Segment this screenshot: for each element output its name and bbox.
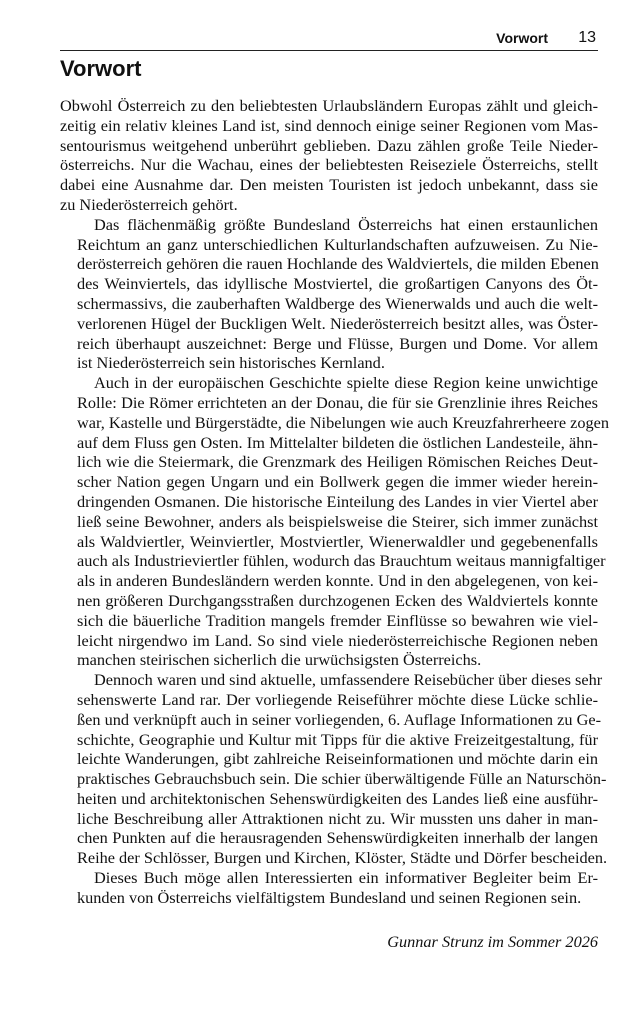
text-line: österreichs. Nur die Wachau, eines der beliebtesten Reiseziele Österreichs, stellt — [60, 155, 598, 175]
text-line: des Weinviertels, das idyllische Mostviertel, die großartigen Canyons des Öt- — [77, 274, 598, 294]
text-line: liche Beschreibung aller Attraktionen nicht zu. Wir mussten uns daher in man- — [77, 808, 598, 828]
text-line: Das flächenmäßig größte Bundesland Österreichs hat einen erstaunlichen — [94, 214, 598, 234]
text-line: zeitig ein relativ kleines Land ist, sind dennoch einige seiner Regionen vom Mas- — [60, 115, 598, 135]
paragraph — [60, 96, 598, 215]
text-line: dringenden Osmanen. Die historische Einteilung des Landes in vier Viertel aber — [77, 491, 598, 511]
text-line: scher Nation gegen Ungarn und ein Bollwerk gegen die immer wieder herein- — [77, 472, 598, 492]
text-line: Dieses Buch möge allen Interessierten ein informativer Begleiter beim Er- — [94, 868, 598, 888]
text-line: sich die bäuerliche Tradition mangels fremder Einflüsse so bewahren wie viel- — [77, 610, 598, 630]
text-line: Obwohl Österreich zu den beliebtesten Urlaubsländern Europas zählt und gleich- — [60, 96, 598, 115]
text-line: auch als Industrieviertler fühlen, wodurch das Brauchtum weitaus mannigfaltiger — [77, 551, 606, 571]
author-signature: Gunnar Strunz im Sommer 2026 — [387, 932, 598, 951]
text-line: ist Niederösterreich sein historisches Kernland. — [77, 353, 385, 373]
text-line: schermassivs, die zauberhaften Waldberge des Wienerwalds und auch die welt- — [77, 293, 598, 313]
text-line: lich wie die Steiermark, die Grenzmark des Heiligen Römischen Reiches Deut- — [77, 452, 598, 472]
text-line: dabei eine Ausnahme dar. Den meisten Touristen ist jedoch unbekannt, dass sie — [60, 175, 598, 195]
text-line: chen Punkten auf die herausragenden Sehenswürdigkeiten innerhalb der langen — [77, 828, 598, 848]
body-text — [60, 96, 610, 908]
text-line: Reihe der Schlösser, Burgen und Kirchen, Klöster, Städte und Dörfer bescheiden. — [77, 848, 608, 868]
text-line: reich überhaupt auszeichnet: Berge und Flüsse, Burgen und Dome. Vor allem — [77, 333, 598, 353]
text-line: sehenswerte Land rar. Der vorliegende Reiseführer möchte diese Lücke schlie- — [77, 689, 598, 709]
text-line: ließ seine Bewohner, anders als beispielsweise die Steirer, sich immer zunächst — [77, 511, 598, 531]
text-line: Reichtum an ganz unterschiedlichen Kulturlandschaften aufzuweisen. Zu Nie- — [77, 234, 598, 254]
text-line: war, Kastelle und Bürgerstädte, die Nibelungen wie auch Kreuzfahrerheere zogen — [77, 412, 610, 432]
text-line: schichte, Geographie und Kultur mit Tipps für die aktive Freizeitgestaltung, für — [77, 729, 598, 749]
text-line: praktisches Gebrauchsbuch sein. Die schier überwältigende Fülle an Naturschön- — [77, 769, 607, 789]
text-line: verlorenen Hügel der Buckligen Welt. Niederösterreich besitzt alles, was Öster- — [77, 313, 598, 333]
text-line: heiten und architektonischen Sehenswürdigkeiten des Landes ließ eine ausführ- — [77, 788, 598, 808]
running-header — [60, 28, 598, 51]
paragraph — [60, 215, 598, 373]
text-line: zu Niederösterreich gehört. — [60, 194, 238, 214]
text-line: kunden von Österreichs vielfältigstem Bundesland und seinen Regionen sein. — [77, 887, 582, 907]
page-number: 13 — [578, 29, 596, 46]
text-line: leicht nirgendwo im Land. So sind viele niederösterreichische Regionen neben — [77, 630, 598, 650]
text-line: sentourismus weitgehend unberührt geblieben. Dazu zählen große Teile Nieder- — [60, 135, 598, 155]
paragraph — [60, 670, 608, 868]
text-line: auf dem Fluss gen Osten. Im Mittelalter bildeten die östlichen Landesteile, ähn- — [77, 432, 598, 452]
text-line: Auch in der europäischen Geschichte spielte diese Region keine unwichtige — [94, 373, 598, 393]
text-line: Rolle: Die Römer errichteten an der Donau, die für sie Grenzlinie ihres Reiches — [77, 392, 598, 412]
chapter-title: Vorwort — [60, 56, 142, 81]
running-header-section: Vorwort — [496, 30, 548, 46]
text-line: Dennoch waren und sind aktuelle, umfassendere Reisebücher über dieses sehr — [94, 670, 603, 690]
text-line: als in anderen Bundesländern werden konnte. Und in den abgelegenen, von kei- — [77, 571, 598, 591]
text-line: nen größeren Durchgangsstraßen durchzogenen Ecken des Waldviertels konnte — [77, 590, 598, 610]
text-line: derösterreich gehören die rauen Hochlande des Waldviertels, die milden Ebenen — [77, 254, 599, 274]
text-line: ßen und verknüpft auch in seiner vorliegenden, 6. Auflage Informationen zu Ge- — [77, 709, 601, 729]
paragraph — [60, 868, 598, 908]
paragraph — [60, 373, 610, 670]
text-line: als Waldviertler, Weinviertler, Mostviertler, Wienerwaldler und gegebenenfalls — [77, 531, 598, 551]
text-line: manchen steirischen sicherlich die urwüchsigsten Österreichs. — [77, 650, 482, 670]
text-line: leichte Wanderungen, gibt zahlreiche Reiseinformationen und möchte darin ein — [77, 749, 598, 769]
